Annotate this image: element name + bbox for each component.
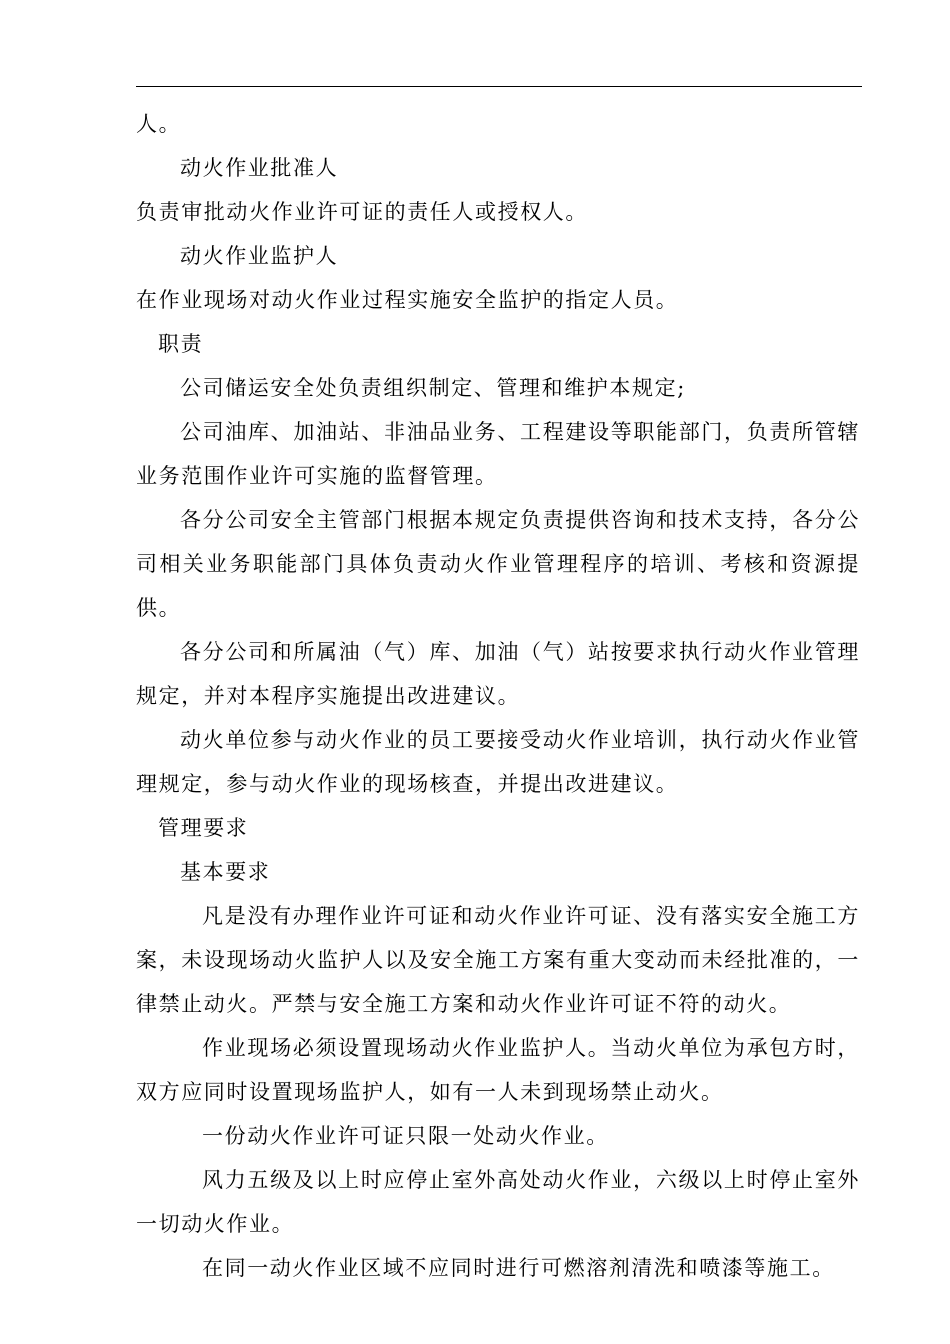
duty-item-3: 各分公司安全主管部门根据本规定负责提供咨询和技术支持，各分公司相关业务职能部门具体负责动火作业管理程序的培训、考核和资源提供。 [136, 508, 860, 620]
duty-item-2: 公司油库、加油站、非油品业务、工程建设等职能部门，负责所管辖业务范围作业许可实施的监督管理。 [136, 420, 860, 488]
duty-item-1: 公司储运安全处负责组织制定、管理和维护本规定; [180, 376, 686, 400]
requirement-item-5: 在同一动火作业区域不应同时进行可燃溶剂清洗和喷漆等施工。 [202, 1256, 835, 1280]
subsection-heading-basic: 基本要求 [180, 860, 271, 884]
requirement-item-1: 凡是没有办理作业许可证和动火作业许可证、没有落实安全施工方案，未设现场动火监护人以及安全施工方案有重大变动而未经批准的，一律禁止动火。严禁与安全施工方案和动火作业许可证不符的动火。 [136, 904, 860, 1016]
section-heading-management: 管理要求 [158, 816, 249, 840]
requirement-item-2: 作业现场必须设置现场动火作业监护人。当动火单位为承包方时，双方应同时设置现场监护人，如有一人未到现场禁止动火。 [136, 1036, 860, 1104]
definition-guardian: 在作业现场对动火作业过程实施安全监护的指定人员。 [136, 288, 679, 312]
term-approver: 动火作业批准人 [180, 156, 339, 180]
requirement-item-4: 风力五级及以上时应停止室外高处动火作业，六级以上时停止室外一切动火作业。 [136, 1168, 860, 1236]
requirement-item-3: 一份动火作业许可证只限一处动火作业。 [202, 1124, 609, 1148]
duty-item-4: 各分公司和所属油（气）库、加油（气）站按要求执行动火作业管理规定，并对本程序实施提出改进建议。 [136, 640, 860, 708]
continuation-text: 人。 [136, 112, 182, 136]
document-body [136, 102, 860, 1290]
term-guardian: 动火作业监护人 [180, 244, 339, 268]
duty-item-5: 动火单位参与动火作业的员工要接受动火作业培训，执行动火作业管理规定，参与动火作业的现场核查，并提出改进建议。 [136, 728, 860, 796]
header-rule [136, 86, 862, 87]
section-heading-duties: 职责 [158, 332, 204, 356]
definition-approver: 负责审批动火作业许可证的责任人或授权人。 [136, 200, 588, 224]
